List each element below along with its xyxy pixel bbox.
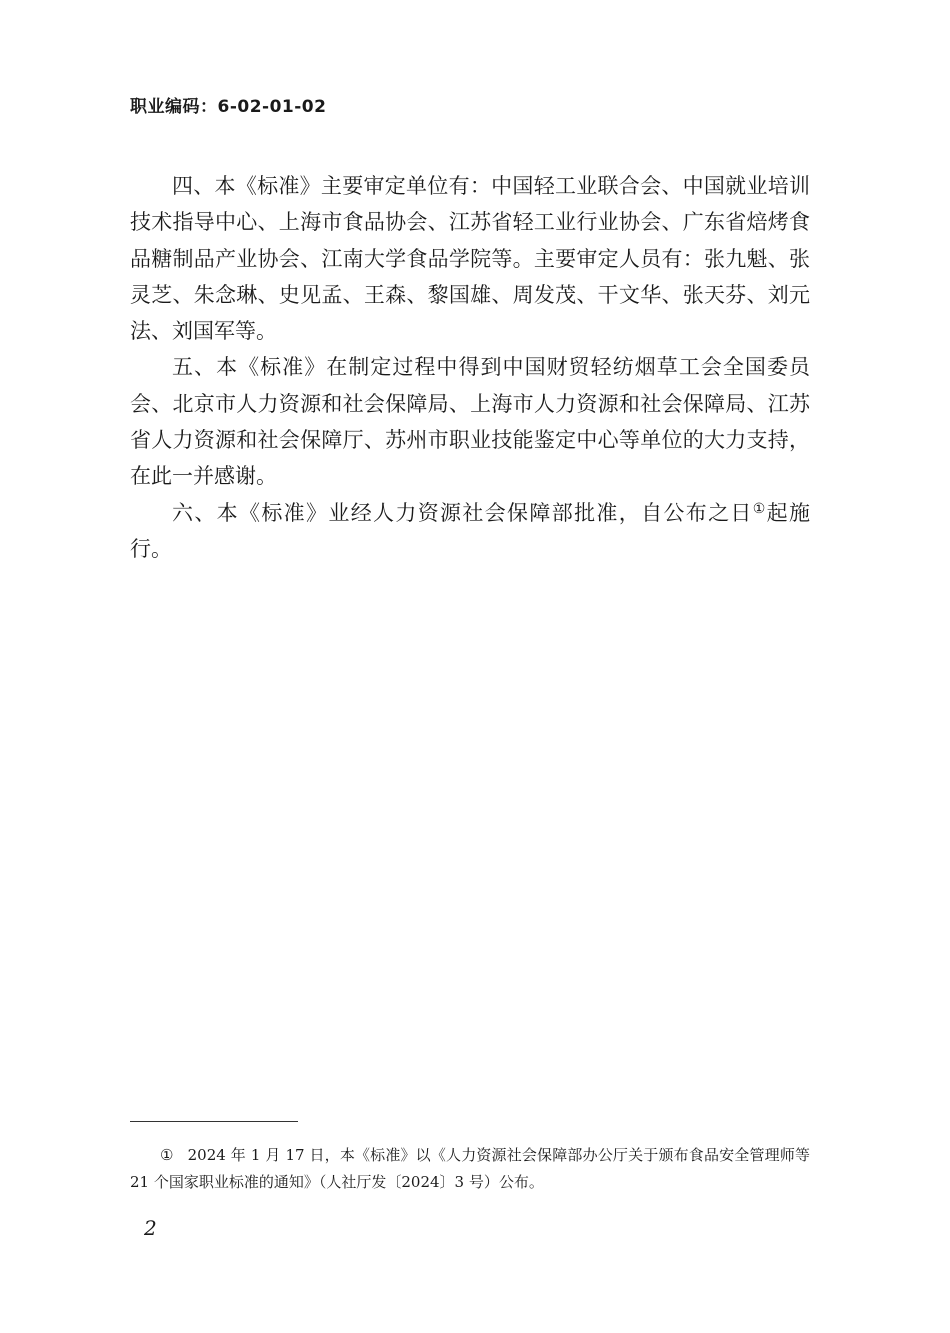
footnote (130, 1142, 810, 1196)
footnote-text: 2024 年 1 月 17 日，本《标准》以《人力资源社会保障部办公厅关于颁布食品安全管理师等 21 个国家职业标准的通知》（人社厅发〔2024〕3 号）公布。 (130, 1146, 810, 1191)
footnote-divider (130, 1121, 298, 1122)
page-number: 2 (144, 1216, 157, 1240)
paragraph-6 (130, 495, 810, 568)
occupation-code: 职业编码：6-02-01-02 (130, 97, 327, 117)
paragraph-4: 四、本《标准》主要审定单位有：中国轻工业联合会、中国就业培训技术指导中心、上海市食品协会、江苏省轻工业行业协会、广东省焙烤食品糖制品产业协会、江南大学食品学院等。主要审定人员有：张九魁、张灵芝、朱念琳、史见孟、王森、黎国雄、周发茂、干文华、张天芬、刘元法、刘国军等。 (130, 174, 810, 344)
footnote-reference[interactable]: ① (752, 500, 767, 517)
paragraph-5: 五、本《标准》在制定过程中得到中国财贸轻纺烟草工会全国委员会、北京市人力资源和社会保障局、上海市人力资源和社会保障局、江苏省人力资源和社会保障厅、苏州市职业技能鉴定中心等单位的大力支持，在此一并感谢。 (130, 355, 810, 489)
paragraph-6-text: 六、本《标准》业经人力资源社会保障部批准，自公布之日 (172, 500, 753, 525)
footnote-marker: ① (160, 1146, 174, 1164)
body-text (130, 168, 810, 567)
paragraph-6-end: 起施行。 (130, 500, 810, 561)
